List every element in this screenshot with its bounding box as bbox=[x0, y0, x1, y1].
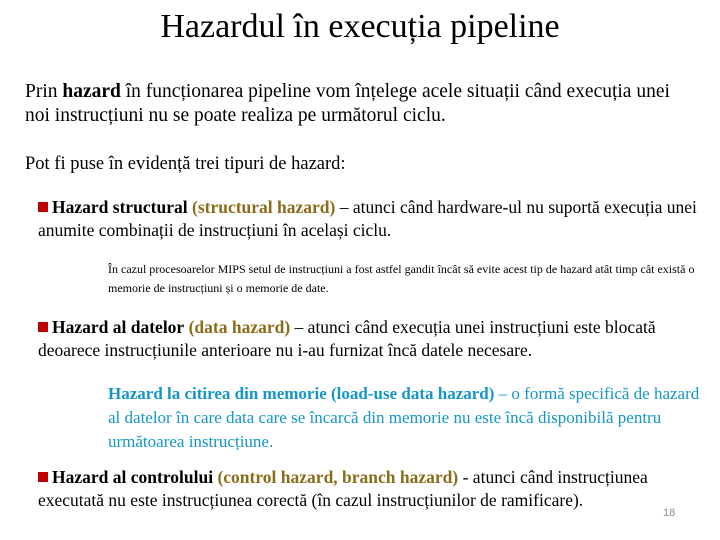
intro-prefix: Prin bbox=[25, 81, 63, 102]
square-bullet-icon bbox=[38, 322, 48, 332]
data-hazard-item bbox=[38, 316, 698, 362]
mips-note: În cazul procesoarelor MIPS setul de instrucțiuni a fost astfel gandit încât să evite acest tip de hazard atât timp cât există o memorie de instrucțiuni și o memorie de date. bbox=[108, 262, 695, 295]
load-use-english: (load-use data hazard) bbox=[331, 384, 495, 403]
control-hazard-text: - atunci când instrucțiunea executată nu este instrucțiunea corectă (în cazul instrucțiunilor de ramificare). bbox=[38, 467, 648, 510]
data-hazard-text: – atunci când execuția unei instrucțiuni este blocată deoarece instrucțiunile anterioare nu i-au furnizat încă datele necesare. bbox=[38, 317, 656, 360]
control-hazard-item bbox=[38, 466, 698, 512]
intro-paragraph bbox=[25, 80, 695, 128]
data-hazard-term: Hazard al datelor bbox=[52, 317, 185, 337]
control-hazard-english: (control hazard, branch hazard) bbox=[217, 467, 459, 487]
slide-title: Hazardul în execuția pipeline bbox=[160, 8, 560, 45]
data-hazard-english: (data hazard) bbox=[188, 317, 291, 337]
load-use-term: Hazard la citirea din memorie bbox=[108, 384, 327, 403]
structural-hazard-english: (structural hazard) bbox=[191, 197, 336, 217]
intro-term: hazard bbox=[62, 81, 121, 102]
control-hazard-term: Hazard al controlului bbox=[52, 467, 214, 487]
square-bullet-icon bbox=[38, 472, 48, 482]
intro-text: în funcționarea pipeline vom înțelege acele situații când execuția unei noi instrucțiuni nu se poate realiza pe următorul ciclu. bbox=[25, 81, 670, 126]
page-number: 18 bbox=[663, 507, 676, 519]
structural-hazard-item bbox=[38, 196, 698, 242]
structural-hazard-text: – atunci când hardware-ul nu suportă execuția unei anumite combinații de instrucțiuni în același ciclu. bbox=[38, 197, 697, 240]
load-use-text: – o formă specifică de hazard al datelor în care data care se încarcă din memorie nu este încă disponibilă pentru următoarea instrucțiune. bbox=[108, 384, 700, 451]
structural-hazard-term: Hazard structural bbox=[52, 197, 188, 217]
square-bullet-icon bbox=[38, 202, 48, 212]
types-intro: Pot fi puse în evidență trei tipuri de hazard: bbox=[25, 154, 346, 174]
load-use-hazard-paragraph bbox=[108, 382, 708, 454]
